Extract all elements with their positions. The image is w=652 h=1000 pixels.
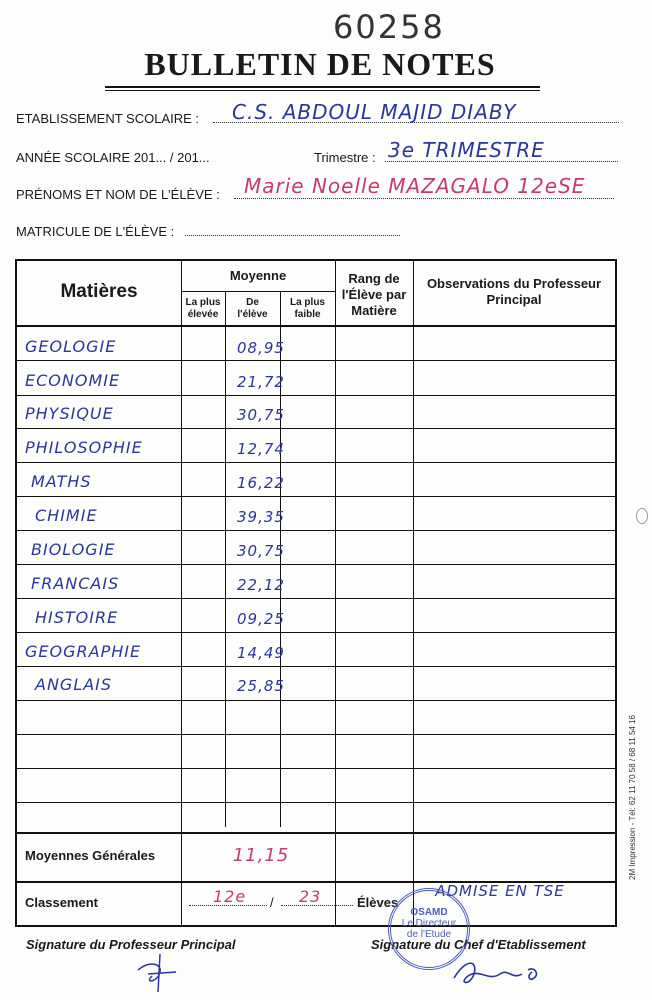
annee-label: ANNÉE SCOLAIRE 201... / 201... <box>16 150 210 165</box>
moyennes-generales-value: 11,15 <box>232 845 290 866</box>
row-line <box>17 360 615 361</box>
classement-slash: / <box>270 895 274 910</box>
subject-name: PHILOSOPHIE <box>25 438 143 457</box>
row-line <box>17 530 615 531</box>
moyennes-generales-label: Moyennes Générales <box>25 848 156 863</box>
classement-rang: 12e <box>213 887 247 906</box>
row-line <box>17 768 615 769</box>
signature-prof-label: Signature du Professeur Principal <box>26 937 236 952</box>
subject-name: FRANCAIS <box>31 574 120 593</box>
header-matieres: Matières <box>60 281 138 302</box>
row-line <box>17 632 615 633</box>
row-line <box>17 462 615 463</box>
document-number: 60258 <box>333 8 445 46</box>
row-line <box>17 496 615 497</box>
trimestre-label: Trimestre : <box>314 150 376 165</box>
subject-name: ECONOMIE <box>25 371 121 390</box>
signature-chef-label: Signature du Chef d'Etablissement <box>371 937 586 952</box>
subject-name: PHYSIQUE <box>25 404 114 423</box>
subject-score: 16,22 <box>237 474 285 492</box>
subheader-line <box>181 291 335 292</box>
row-line <box>17 428 615 429</box>
classement-total: 23 <box>299 887 322 906</box>
subject-name: HISTOIRE <box>35 608 119 627</box>
prof-signature <box>130 950 190 994</box>
subject-score: 22,12 <box>237 576 285 594</box>
matricule-label: MATRICULE DE L'ÉLÈVE : <box>16 224 175 239</box>
row-line <box>17 598 615 599</box>
row-line <box>17 564 615 565</box>
printer-note: 2M Impression - Tél: 62 11 70 58 / 68 11 54 16 <box>628 715 637 880</box>
header-plus-elevee: La plus élevée <box>185 297 221 320</box>
summary-top-line <box>17 832 615 834</box>
subject-score: 39,35 <box>237 508 285 526</box>
classement-label: Classement <box>25 895 98 910</box>
subject-score: 25,85 <box>237 677 285 695</box>
subject-score: 30,75 <box>237 406 285 424</box>
matricule-dots <box>185 234 400 236</box>
subject-score: 21,72 <box>237 373 285 391</box>
etablissement-value: C.S. ABDOUL MAJID DIABY <box>232 100 517 124</box>
eleves-label: Élèves <box>357 895 399 910</box>
subject-score: 09,25 <box>237 610 285 628</box>
binder-hole <box>636 508 648 524</box>
title-underline <box>105 86 540 91</box>
subject-name: MATHS <box>31 472 92 491</box>
subject-name: ANGLAIS <box>35 675 113 694</box>
subject-score: 08,95 <box>237 339 285 357</box>
etablissement-label: ETABLISSEMENT SCOLAIRE : <box>16 111 200 126</box>
subject-score: 12,74 <box>237 440 285 458</box>
header-de-leleve: De l'élève <box>237 297 268 320</box>
eleve-label: PRÉNOMS ET NOM DE L'ÉLÈVE : <box>16 187 220 202</box>
subject-name: GEOGRAPHIE <box>25 642 142 661</box>
grades-table <box>15 259 617 927</box>
header-rang: Rang de l'Élève par Matière <box>341 271 407 318</box>
header-observations: Observations du Professeur Principal <box>426 276 602 307</box>
header-moyenne: Moyenne <box>229 268 287 283</box>
row-line <box>17 666 615 667</box>
subject-name: GEOLOGIE <box>25 337 117 356</box>
header-plus-faible: La plus faible <box>289 297 325 320</box>
col-divider <box>225 291 226 827</box>
row-line <box>17 700 615 701</box>
subject-name: BIOLOGIE <box>31 540 116 559</box>
row-line <box>17 802 615 803</box>
trimestre-value: 3e TRIMESTRE <box>388 138 545 162</box>
row-line <box>17 395 615 396</box>
subject-name: CHIMIE <box>35 506 98 525</box>
decision-note: ADMISE EN TSE <box>435 882 565 900</box>
page-title: BULLETIN DE NOTES <box>144 46 496 82</box>
header-bottom-line <box>17 325 615 327</box>
row-line <box>17 734 615 735</box>
eleve-value: Marie Noelle MAZAGALO 12eSE <box>244 174 586 198</box>
subject-score: 30,75 <box>237 542 285 560</box>
school-stamp: OSAMD Le Directeur de l'Etude <box>388 888 470 970</box>
subject-score: 14,49 <box>237 644 285 662</box>
chef-signature <box>448 952 558 992</box>
